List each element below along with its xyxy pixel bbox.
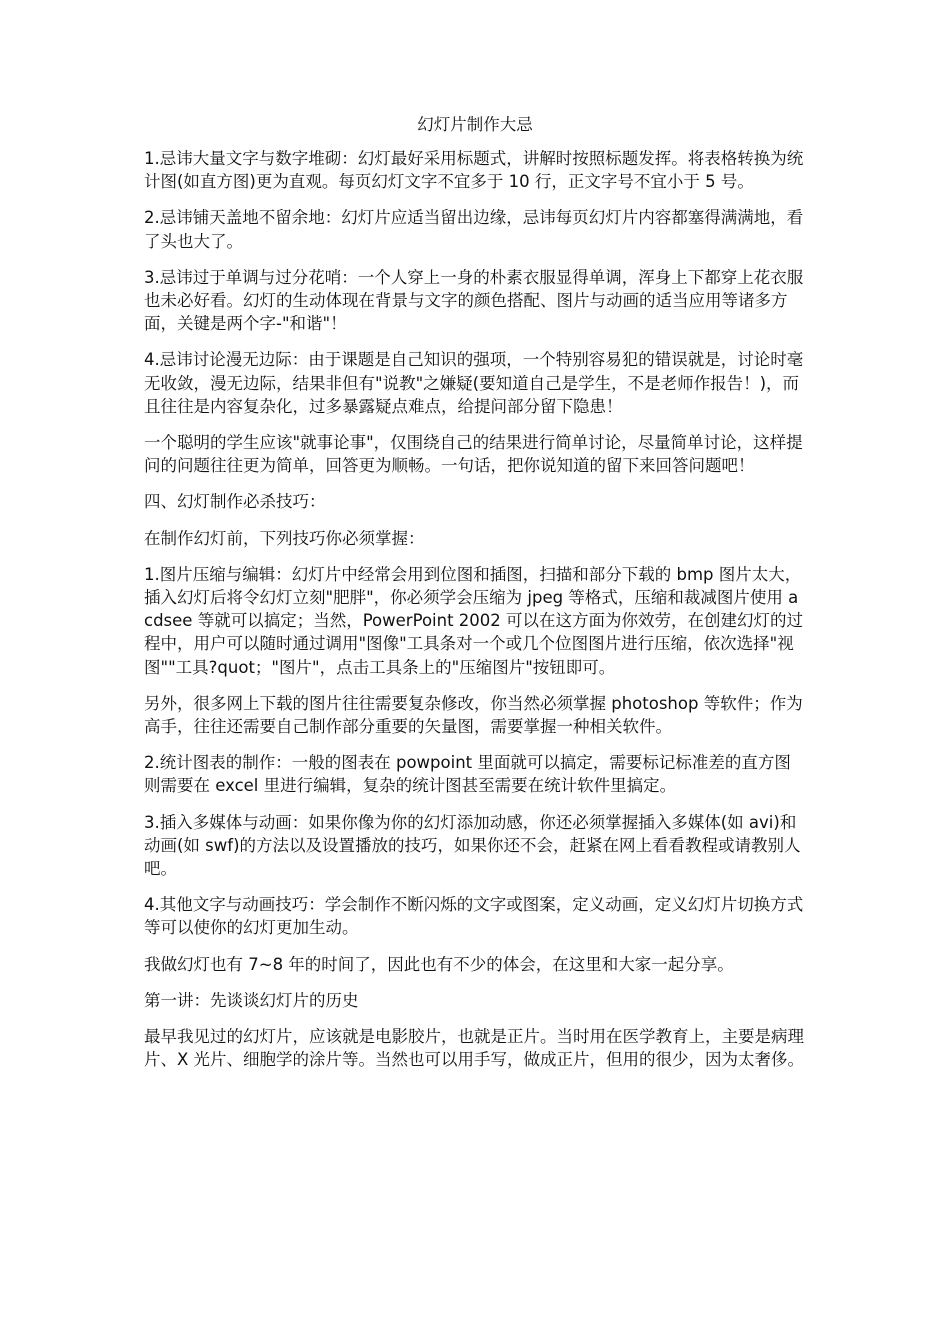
paragraph-taboo-2: 2.忌讳铺天盖地不留余地：幻灯片应适当留出边缘，忌讳每页幻灯片内容都塞得满满地，看了头也大了。 xyxy=(144,208,804,251)
paragraph-experience: 我做幻灯也有 7~8 年的时间了，因此也有不少的体会，在这里和大家一起分享。 xyxy=(144,954,734,974)
paragraph-technique-1-extra: 另外，很多网上下载的图片往往需要复杂修改，你当然必须掌握 photoshop 等软件；作为高手，往往还需要自己制作部分重要的矢量图，需要掌握一种相关软件。 xyxy=(144,693,803,737)
document-page xyxy=(144,113,806,1085)
paragraph-taboo-1: 1.忌讳大量文字与数字堆砌：幻灯最好采用标题式，讲解时按照标题发挥。将表格转换为统计图(如直方图)更为直观。每页幻灯文字不宜多于 10 行，正文字号不宜小于 5 号。 xyxy=(144,149,804,192)
paragraph-technique-2: 2.统计图表的制作：一般的图表在 powpoint 里面就可以搞定，需要标记标准差的直方图则需要在 excel 里进行编辑，复杂的统计图甚至需要在统计软件里搞定。 xyxy=(144,753,791,796)
paragraph-taboo-3: 3.忌讳过于单调与过分花哨：一个人穿上一身的朴素衣服显得单调，浑身上下都穿上花衣服也未必好看。幻灯的生动体现在背景与文字的颜色搭配、图片与动画的适当应用等诸多方面，关键是两个字-"和谐"！ xyxy=(144,267,804,334)
paragraph-technique-1: 1.图片压缩与编辑：幻灯片中经常会用到位图和插图，扫描和部分下载的 bmp 图片太大，插入幻灯后将令幻灯立刻"肥胖"，你必须学会压缩为 jpeg 等格式，压缩和裁减图片使用 acdsee 等就可以搞定；当然，PowerPoint 2002 可以在这方面为你效劳，在创建幻灯的过程中，用户可以随时通过调用"图像"工具条对一个或几个位图图片进行压缩，依次选择"视图""工具?quot；"图片"，点击工具条上的"压缩图片"按钮即可。 xyxy=(144,564,804,677)
section-heading-techniques: 四、幻灯制作必杀技巧： xyxy=(144,492,326,512)
paragraph-technique-3: 3.插入多媒体与动画：如果你像为你的幻灯添加动感，你还必须掌握插入多媒体(如 avi)和动画(如 swf)的方法以及设置播放的技巧，如果你还不会，赶紧在网上看看教程或请教别人吧。 xyxy=(144,812,801,879)
paragraph-smart-student: 一个聪明的学生应该"就事论事"，仅围绕自己的结果进行简单讨论，尽量简单讨论，这样提问的问题往往更为简单，回答更为顺畅。一句话，把你说知道的留下来回答问题吧！ xyxy=(144,433,803,476)
paragraph-history: 最早我见过的幻灯片，应该就是电影胶片，也就是正片。当时用在医学教育上，主要是病理片、X 光片、细胞学的涂片等。当然也可以用手写，做成正片，但用的很少，因为太奢侈。 xyxy=(144,1027,805,1070)
paragraph-techniques-intro: 在制作幻灯前，下列技巧你必须掌握： xyxy=(144,528,425,548)
document-title: 幻灯片制作大忌 xyxy=(417,115,533,134)
section-heading-lecture-1: 第一讲：先谈谈幻灯片的历史 xyxy=(144,990,359,1010)
paragraph-taboo-4: 4.忌讳讨论漫无边际：由于课题是自己知识的强项，一个特别容易犯的错误就是，讨论时毫无收敛，漫无边际，结果非但有"说教"之嫌疑(要知道自己是学生，不是老师作报告！)，而且往往是内容复杂化，过多暴露疑点难点，给提问部分留下隐患！ xyxy=(144,350,804,416)
paragraph-technique-4: 4.其他文字与动画技巧：学会制作不断闪烁的文字或图案，定义动画，定义幻灯片切换方式等可以使你的幻灯更加生动。 xyxy=(144,895,804,938)
